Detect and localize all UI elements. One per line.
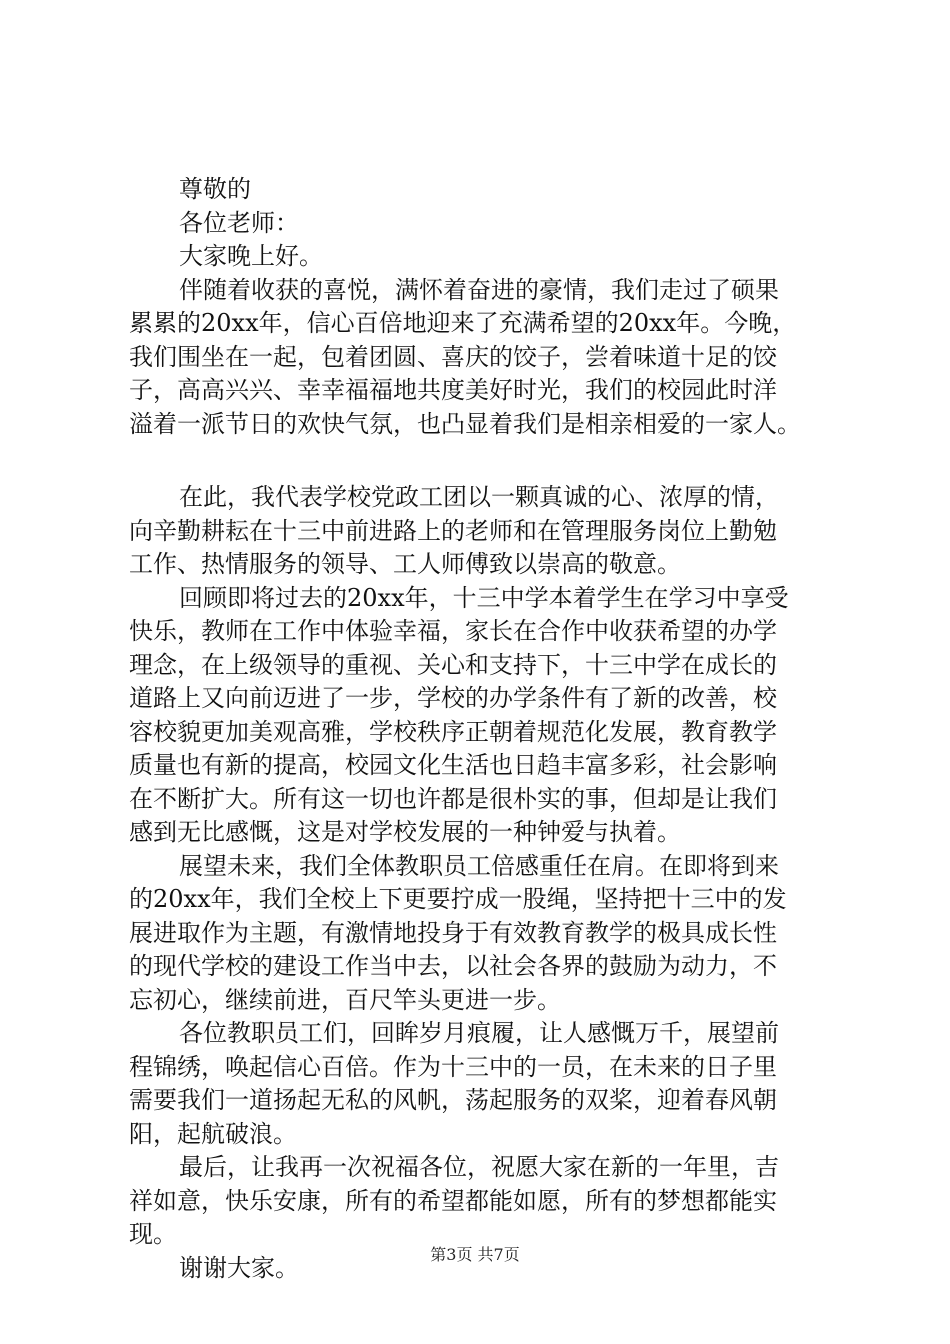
- paragraph-line: 我们围坐在一起，包着团圆、喜庆的饺子，尝着味道十足的饺: [129, 342, 777, 371]
- paragraph-line: 的现代学校的建设工作当中去，以社会各界的鼓励为动力，不: [129, 952, 777, 980]
- paragraph-line: 程锦绣，唤起信心百倍。作为十三中的一员，在未来的日子里: [129, 1052, 777, 1081]
- paragraph-line: 各位教职员工们，回眸岁月痕履，让人感慨万千，展望前: [179, 1019, 779, 1047]
- paragraph-6: [129, 1151, 855, 1252]
- paragraph-1: [129, 274, 855, 442]
- paragraph-line: 回顾即将过去的20xx年，十三中学本着学生在学习中享受: [179, 583, 789, 612]
- paragraph-line: 需要我们一道扬起无私的风帆，荡起服务的双桨，迎着春风朝: [129, 1086, 777, 1114]
- paragraph-line: 感到无比感慨，这是对学校发展的一种钟爱与执着。: [129, 818, 681, 846]
- paragraph-4: [129, 850, 855, 1018]
- paragraph-line: 伴随着收获的喜悦，满怀着奋进的豪情，我们走过了硕果: [179, 275, 779, 304]
- paragraph-3: [129, 582, 855, 850]
- paragraph-line: 阳，起航破浪。: [129, 1119, 297, 1148]
- paragraph-line: 理念，在上级领导的重视、关心和支持下，十三中学在成长的: [129, 650, 777, 679]
- paragraph-line: 工作、热情服务的领导、工人师傅致以崇高的敬意。: [129, 550, 681, 578]
- closing-line: 谢谢大家。: [179, 1253, 299, 1282]
- paragraph-5: [129, 1017, 855, 1151]
- paragraph-line: 累累的20xx年，信心百倍地迎来了充满希望的20xx年。今晚，: [129, 309, 797, 337]
- paragraph-line: 现。: [129, 1220, 177, 1248]
- paragraph-line: 展望未来，我们全体教职员工倍感重任在肩。在即将到来: [179, 851, 779, 880]
- paragraph-line: 质量也有新的提高，校园文化生活也日趋丰富多彩，社会影响: [129, 751, 777, 779]
- paragraph-line: 子，高高兴兴、幸幸福福地共度美好时光，我们的校园此时洋: [129, 376, 777, 404]
- paragraph-line: 忘初心，继续前进，百尺竿头更进一步。: [129, 985, 561, 1014]
- paragraph-line: 祥如意，快乐安康，所有的希望都能如愿，所有的梦想都能实: [129, 1186, 777, 1215]
- speech-body: [129, 173, 855, 1285]
- paragraph-line: 在此，我代表学校党政工团以一颗真诚的心、浓厚的情，: [179, 483, 779, 511]
- paragraph-line: 展进取作为主题，有激情地投身于有效教育教学的极具成长性: [129, 918, 777, 947]
- page-number-footer: 第3页 共7页: [430, 1245, 520, 1264]
- greeting-line: 大家晚上好。: [179, 242, 323, 270]
- paragraph-line: 向辛勤耕耘在十三中前进路上的老师和在管理服务岗位上勤勉: [129, 516, 777, 545]
- salutation-line-2: 各位老师：: [179, 208, 299, 237]
- paragraph-line: 的20xx年，我们全校上下更要拧成一股绳，坚持把十三中的发: [129, 885, 787, 913]
- paragraph-line: 溢着一派节日的欢快气氛，也凸显着我们是相亲相爱的一家人。: [129, 409, 801, 438]
- paragraph-line: 快乐，教师在工作中体验幸福，家长在合作中收获希望的办学: [129, 617, 777, 645]
- paragraph-line: 道路上又向前迈进了一步，学校的办学条件有了新的改善，校: [129, 684, 777, 712]
- salutation-line-1: 尊敬的: [179, 175, 251, 203]
- paragraph-line: 在不断扩大。所有这一切也许都是很朴实的事，但却是让我们: [129, 784, 777, 813]
- paragraph-spacer: [129, 441, 855, 481]
- paragraph-2: [129, 481, 855, 582]
- paragraph-line: 最后，让我再一次祝福各位，祝愿大家在新的一年里，吉: [179, 1153, 779, 1181]
- paragraph-line: 容校貌更加美观高雅，学校秩序正朝着规范化发展，教育教学: [129, 717, 777, 746]
